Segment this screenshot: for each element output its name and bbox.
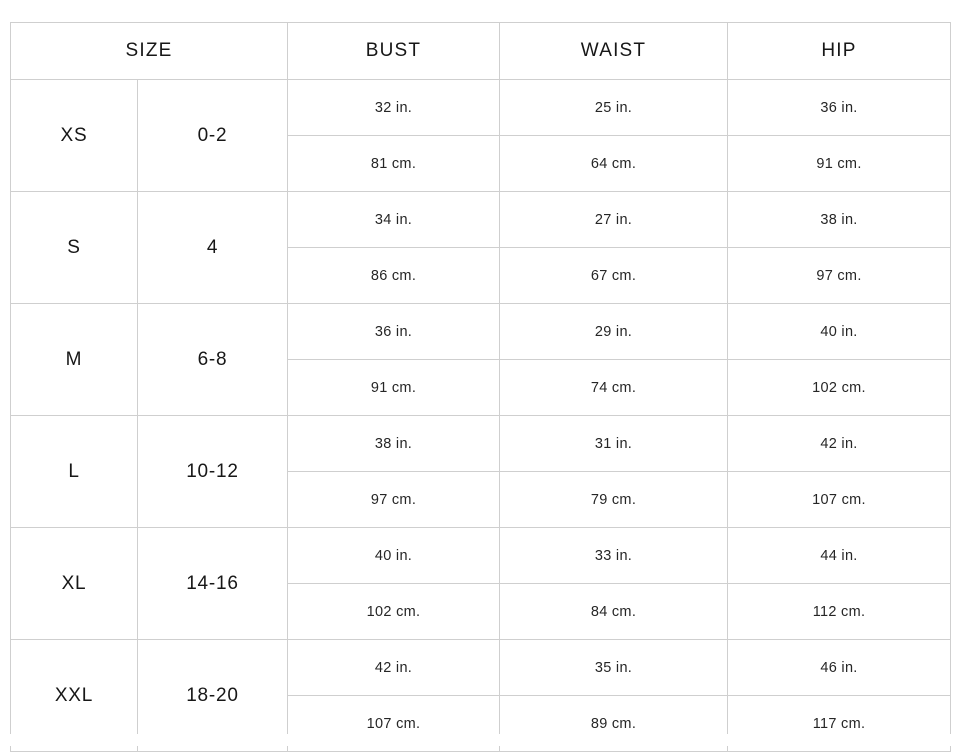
waist-inches-cell: 31 in.: [500, 416, 728, 472]
hip-cm-cell: 97 cm.: [728, 248, 951, 304]
waist-inches-cell: 33 in.: [500, 528, 728, 584]
page-bottom-edge: [0, 734, 970, 746]
bust-inches-cell: 36 in.: [288, 304, 500, 360]
size-chart-container: [10, 22, 950, 752]
table-row: [11, 528, 951, 584]
size-chart-table: [10, 22, 951, 752]
bust-inches-cell: 34 in.: [288, 192, 500, 248]
table-row: [11, 80, 951, 136]
hip-cm-cell: 91 cm.: [728, 136, 951, 192]
bust-cm-cell: 97 cm.: [288, 472, 500, 528]
hip-cm-cell: 112 cm.: [728, 584, 951, 640]
waist-cm-cell: 89 cm.: [500, 696, 728, 752]
bust-inches-cell: 42 in.: [288, 640, 500, 696]
bust-cm-cell: 102 cm.: [288, 584, 500, 640]
size-letter-cell: S: [11, 192, 138, 304]
hip-inches-cell: 38 in.: [728, 192, 951, 248]
hip-cm-cell: 117 cm.: [728, 696, 951, 752]
size-number-cell: 10-12: [138, 416, 288, 528]
waist-cm-cell: 64 cm.: [500, 136, 728, 192]
waist-cm-cell: 79 cm.: [500, 472, 728, 528]
size-letter-cell: XXL: [11, 640, 138, 752]
waist-cm-cell: 84 cm.: [500, 584, 728, 640]
size-letter-cell: XS: [11, 80, 138, 192]
waist-inches-cell: 29 in.: [500, 304, 728, 360]
size-number-cell: 0-2: [138, 80, 288, 192]
hip-inches-cell: 42 in.: [728, 416, 951, 472]
size-number-cell: 4: [138, 192, 288, 304]
size-letter-cell: XL: [11, 528, 138, 640]
table-row: [11, 192, 951, 248]
waist-cm-cell: 67 cm.: [500, 248, 728, 304]
bust-cm-cell: 107 cm.: [288, 696, 500, 752]
hip-cm-cell: 107 cm.: [728, 472, 951, 528]
column-header-size: SIZE: [11, 23, 288, 80]
bust-cm-cell: 91 cm.: [288, 360, 500, 416]
size-letter-cell: L: [11, 416, 138, 528]
size-number-cell: 6-8: [138, 304, 288, 416]
size-letter-cell: M: [11, 304, 138, 416]
table-body: [11, 80, 951, 752]
hip-inches-cell: 44 in.: [728, 528, 951, 584]
column-header-bust: BUST: [288, 23, 500, 80]
waist-inches-cell: 35 in.: [500, 640, 728, 696]
table-row: [11, 304, 951, 360]
bust-inches-cell: 32 in.: [288, 80, 500, 136]
table-header: [11, 23, 951, 80]
bust-inches-cell: 38 in.: [288, 416, 500, 472]
waist-inches-cell: 27 in.: [500, 192, 728, 248]
bust-cm-cell: 81 cm.: [288, 136, 500, 192]
table-row: [11, 640, 951, 696]
bust-cm-cell: 86 cm.: [288, 248, 500, 304]
size-number-cell: 18-20: [138, 640, 288, 752]
hip-inches-cell: 36 in.: [728, 80, 951, 136]
hip-cm-cell: 102 cm.: [728, 360, 951, 416]
hip-inches-cell: 46 in.: [728, 640, 951, 696]
header-row: [11, 23, 951, 80]
table-row: [11, 416, 951, 472]
size-number-cell: 14-16: [138, 528, 288, 640]
waist-inches-cell: 25 in.: [500, 80, 728, 136]
waist-cm-cell: 74 cm.: [500, 360, 728, 416]
hip-inches-cell: 40 in.: [728, 304, 951, 360]
column-header-hip: HIP: [728, 23, 951, 80]
column-header-waist: WAIST: [500, 23, 728, 80]
bust-inches-cell: 40 in.: [288, 528, 500, 584]
